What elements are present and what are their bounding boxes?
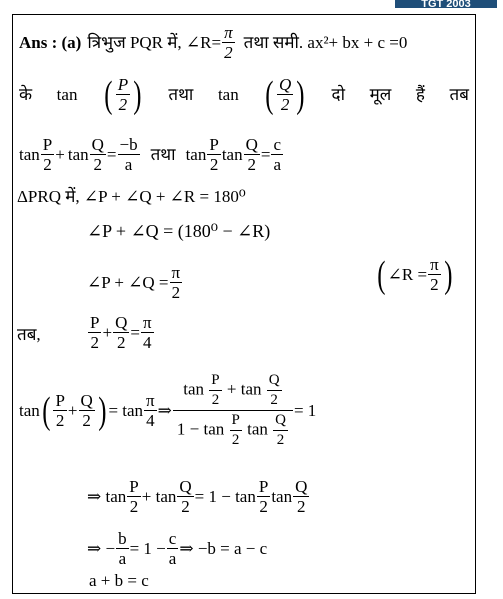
paren-P-over-2: ( $\frac{P}{2}$ ) [104, 73, 142, 116]
tan-text-2: tan [217, 84, 239, 104]
word-ke: के [19, 84, 33, 104]
tan-text: tan [56, 84, 78, 104]
answer-line-11: a + b = c [89, 571, 149, 590]
big-fraction: tan $\frac{P}{2}$ + tan $\frac{Q}{2}$ 1 − tan $\frac{P}{2}$ tan $\frac{Q}{2}$ [173, 371, 293, 450]
answer-line-1 [19, 23, 407, 62]
answer-line-9: ⇒ tan $\frac{P}{2}$ + tan $\frac{Q}{2}$ = 1 − tan $\frac{P}{2}$ tan $\frac{Q}{2}$ [87, 477, 308, 516]
paren-Q-over-2: ( $\frac{Q}{2}$ ) [265, 73, 305, 116]
triangle-text: त्रिभुज PQR में, ∠R= [87, 32, 222, 52]
word-mool: मूल [369, 84, 392, 104]
word-hain: हैं [415, 84, 425, 104]
answer-line-6: ∠P + ∠Q = $\frac{\pi}{2}$ [87, 263, 181, 302]
answer-line-7-label: तब, [17, 325, 41, 344]
word-tatha: तथा [168, 84, 194, 104]
answer-line-5: ∠P + ∠Q = (180⁰ − ∠R) [87, 221, 271, 241]
answer-line-6-right: ( ∠R = $\frac{\pi}{2}$ ) [377, 253, 453, 296]
answer-line-10: ⇒ − $\frac{b}{a}$ = 1 − $\frac{c}{a}$ ⇒ −b = a − c [87, 529, 268, 568]
answer-line-7: $\frac{P}{2}$ + $\frac{Q}{2}$ = $\frac{\pi}{4}$ [90, 313, 152, 352]
word-tab: तब [449, 84, 469, 104]
answer-box [12, 14, 476, 594]
answer-line-3: tan $\frac{P}{2}$ + tan $\frac{Q}{2}$ = $\frac{-b}{a}$ तथा tan $\frac{P}{2}$ tan $\frac{Q}{2}$ = $\frac{c}{a}$ [19, 135, 282, 174]
answer-line-8: tan ( $\frac{P}{2}$ + $\frac{Q}{2}$ ) = tan $\frac{\pi}{4}$ ⇒ tan $\frac{P}{2}$ + tan $\frac{Q}{2}$ 1 − tan $\frac{P}{2}$ tan $\frac{Q}{2}$ = 1 [19, 372, 317, 448]
equation-text: तथा समी. ax²+ bx + c =0 [243, 32, 408, 52]
answer-line-2 [19, 75, 469, 114]
answer-line-4: ΔPRQ में, ∠P + ∠Q + ∠R = 180⁰ [17, 187, 246, 206]
answer-label: Ans : (a) [19, 32, 82, 52]
pi-over-2: $\frac{\pi}{2}$ [224, 23, 233, 62]
word-do: दो [331, 84, 345, 104]
exam-tag: TGT 2003 [395, 0, 497, 8]
